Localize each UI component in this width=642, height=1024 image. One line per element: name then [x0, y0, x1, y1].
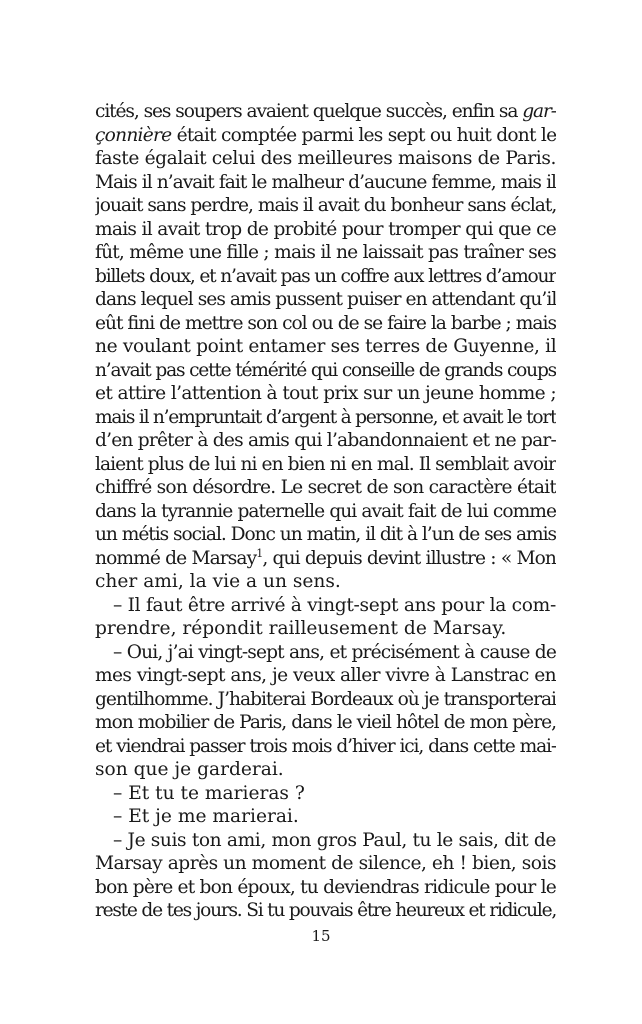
text-line: eût fini de mettre son col ou de se faire la barbe ; mais	[95, 312, 556, 334]
text-line: mon mobilier de Paris, dans le vieil hôtel de mon père,	[95, 712, 556, 733]
italic-word: çonnière	[95, 124, 172, 146]
text-line: – Et tu te marieras ?	[113, 782, 305, 804]
text-line: prendre, répondit railleusement de Marsay.	[95, 618, 507, 639]
text-line: – Je suis ton ami, mon gros Paul, tu le sais, dit de	[113, 829, 556, 851]
text-line: billets doux, et n’avait pas un coffre aux lettres d’amour	[95, 265, 556, 287]
text-line: dans lequel ses amis pussent puiser en attendant qu’il	[95, 289, 556, 310]
italic-word: gar-	[522, 101, 556, 122]
text-line: dans la tyrannie paternelle qui avait fait de lui comme	[95, 500, 556, 522]
text-line: mais il avait trop de probité pour tromper qui que ce	[95, 218, 556, 240]
text-line: gentilhomme. J’habiterai Bordeaux où je transporterai	[95, 688, 556, 710]
text-line: et attire l’attention à tout prix sur un jeune homme ;	[95, 383, 556, 404]
text-line: n’avait pas cette témérité qui conseille de grands coups	[95, 359, 556, 381]
footnote-marker: 1	[256, 546, 263, 560]
text-line: reste de tes jours. Si tu pouvais être heureux et ridicule,	[95, 900, 556, 921]
text-line: jouait sans perdre, mais il avait du bonheur sans éclat,	[95, 195, 556, 216]
text-line: Mais il n’avait fait le malheur d’aucune femme, mais il	[95, 171, 556, 193]
text-line: – Oui, j’ai vingt-sept ans, et précisément à cause de	[113, 641, 556, 663]
text-line: faste égalait celui des meilleures maisons de Paris.	[95, 148, 556, 169]
text-line: un métis social. Donc un matin, il dit à l’un de ses amis	[95, 524, 556, 545]
page-number: 15	[311, 927, 331, 945]
text-line: Marsay après un moment de silence, eh ! bien, sois	[95, 853, 556, 874]
text-line: cités, ses soupers avaient quelque succès, enfin sa gar-	[95, 101, 556, 122]
text-line: son que je garderai.	[95, 759, 284, 780]
text-line: fût, même une fille ; mais il ne laissait pas traîner ses	[95, 242, 556, 263]
text-line: çonnière était comptée parmi les sept ou huit dont le	[95, 124, 556, 146]
text-line: mais il n’empruntait d’argent à personne, et avait le tort	[95, 406, 556, 428]
text-line: laient plus de lui ni en bien ni en mal. Il semblait avoir	[95, 453, 556, 475]
text-line: d’en prêter à des amis qui l’abandonnaient et ne par-	[95, 430, 556, 451]
body-text	[95, 100, 556, 923]
text-line: ne voulant point entamer ses terres de Guyenne, il	[95, 336, 556, 357]
text-line: – Et je me marierai.	[113, 806, 299, 827]
text-line: bon père et bon époux, tu deviendras ridicule pour le	[95, 876, 556, 898]
text-line: mes vingt-sept ans, je veux aller vivre à Lanstrac en	[95, 665, 556, 686]
text-line: nommé de Marsay$^1$, qui depuis devint illustre : « Mon	[95, 546, 556, 569]
text-line: – Il faut être arrivé à vingt-sept ans pour la com-	[113, 594, 556, 616]
text-line: chiffré son désordre. Le secret de son caractère était	[95, 477, 556, 498]
text-line: cher ami, la vie a un sens.	[95, 571, 341, 592]
text-line: et viendrai passer trois mois d’hiver ici, dans cette mai-	[95, 735, 556, 757]
